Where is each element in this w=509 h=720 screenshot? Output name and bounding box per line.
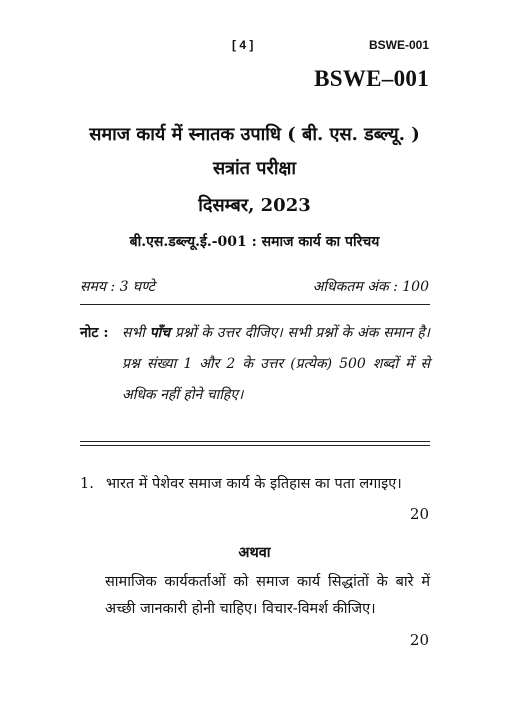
question-number: 1. [80,476,94,492]
note-text-emphasis: पाँच [149,325,171,341]
divider-double-2 [80,445,430,446]
note-text [80,318,430,411]
exam-title: सत्रांत परीक्षा [212,158,297,179]
page-number: [ 4 ] [232,38,254,52]
question-1 [80,468,430,501]
program-title: समाज कार्य में स्नातक उपाधि ( बी. एस. डब्ल्यू. ) [89,124,420,145]
question-text: भारत में पेशेवर समाज कार्य के इतिहास का पता लगाइए। [106,476,402,492]
time-allowed: समय : 3 घण्टे [80,279,155,295]
alternative-question: सामाजिक कार्यकर्ताओं को समाज कार्य सिद्धांतों के बारे में अच्छी जानकारी होनी चाहिए। विचार-विमर्श कीजिए। [105,574,430,617]
course-title: बी.एस.डब्ल्यू.ई.-001 : समाज कार्य का परिचय [129,234,380,250]
alternative-question-marks: 20 [409,631,429,649]
question-1-marks: 20 [409,505,429,523]
instructions-note [80,318,430,411]
paper-code-small: BSWE-001 [368,38,429,52]
paper-code-heading: BSWE–001 [314,66,429,91]
note-label: नोट : [80,325,109,341]
note-text-post: प्रश्नों के उत्तर दीजिए। सभी प्रश्नों के अंक समान है। प्रश्न संख्या 1 और 2 के उत्तर (प्रत्येक) 500 शब्दों में से अधिक नहीं होने चाहिए। [122,325,430,403]
maximum-marks: अधिकतम अंक : 100 [312,279,429,295]
note-text-pre: सभी [122,325,145,341]
or-label: अथवा [238,544,271,561]
divider-double-1 [80,441,430,442]
exam-session: दिसम्बर, 2023 [198,195,311,216]
divider-top [80,304,430,305]
